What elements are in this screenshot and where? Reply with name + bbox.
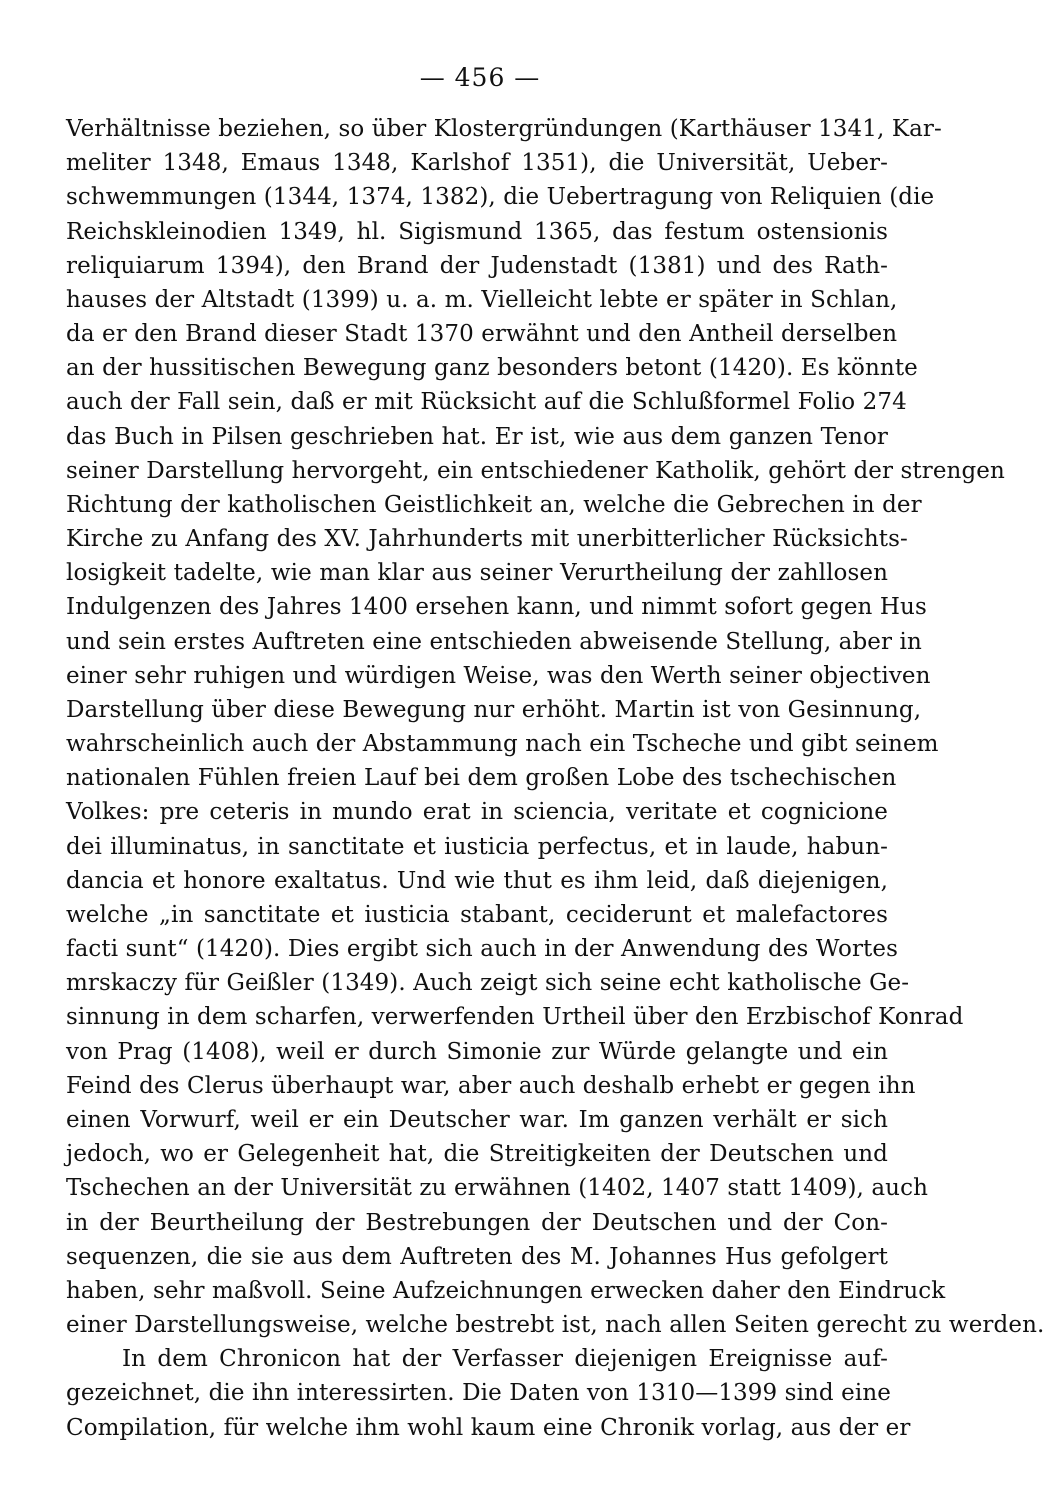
paragraph-start-line: In dem Chronicon hat der Verfasser diejenigen Ereignisse auf- (122, 1346, 888, 1373)
page-number: — 456 — (419, 63, 541, 92)
text-line: hauses der Altstadt (1399) u. a. m. Vielleicht lebte er später in Schlan, (66, 286, 898, 313)
text-line: Volkes: pre ceteris in mundo erat in sciencia, veritate et cognicione (66, 799, 888, 826)
text-line: losigkeit tadelte, wie man klar aus seiner Verurtheilung der zahllosen (66, 560, 888, 587)
text-line: jedoch, wo er Gelegenheit hat, die Streitigkeiten der Deutschen und (66, 1141, 888, 1168)
text-line: Compilation, für welche ihm wohl kaum eine Chronik vorlag, aus der er (66, 1414, 911, 1441)
text-line: sequenzen, die sie aus dem Auftreten des M. Johannes Hus gefolgert (66, 1243, 888, 1270)
text-line: einer sehr ruhigen und würdigen Weise, was den Werth seiner objectiven (66, 662, 931, 689)
text-line: schwemmungen (1344, 1374, 1382), die Uebertragung von Reliquien (die (66, 184, 935, 211)
text-line: einen Vorwurf, weil er ein Deutscher war. Im ganzen verhält er sich (66, 1106, 888, 1133)
text-line: mrskaczy für Geißler (1349). Auch zeigt sich seine echt katholische Ge- (66, 970, 910, 997)
text-line: Feind des Clerus überhaupt war, aber auch deshalb erhebt er gegen ihn (66, 1072, 916, 1099)
text-line: welche „in sanctitate et iusticia stabant, ceciderunt et malefactores (66, 901, 888, 928)
text-line: das Buch in Pilsen geschrieben hat. Er ist, wie aus dem ganzen Tenor (66, 423, 888, 450)
text-line: seiner Darstellung hervorgeht, ein entschiedener Katholik, gehört der strengen (66, 457, 1005, 484)
body-text (66, 112, 1044, 1445)
text-line: Darstellung über diese Bewegung nur erhöht. Martin ist von Gesinnung, (66, 696, 922, 723)
text-line: dancia et honore exaltatus. Und wie thut es ihm leid, daß diejenigen, (66, 867, 888, 894)
text-line: facti sunt“ (1420). Dies ergibt sich auch in der Anwendung des Wortes (66, 936, 899, 963)
text-line: Indulgenzen des Jahres 1400 ersehen kann, und nimmt sofort gegen Hus (66, 594, 927, 621)
text-line: dei illuminatus, in sanctitate et iusticia perfectus, et in laude, habun- (66, 833, 888, 860)
text-line: Reichskleinodien 1349, hl. Sigismund 1365, das festum ostensionis (66, 218, 888, 245)
text-line: reliquiarum 1394), den Brand der Judenstadt (1381) und des Rath- (66, 252, 888, 279)
text-line: meliter 1348, Emaus 1348, Karlshof 1351), die Universität, Ueber- (66, 150, 888, 177)
text-line: wahrscheinlich auch der Abstammung nach ein Tscheche und gibt seinem (66, 731, 939, 758)
text-line: da er den Brand dieser Stadt 1370 erwähnt und den Antheil derselben (66, 321, 898, 348)
text-line: Verhältnisse beziehen, so über Klostergründungen (Karthäuser 1341, Kar- (66, 116, 942, 142)
text-line: und sein erstes Auftreten eine entschieden abweisende Stellung, aber in (66, 628, 922, 655)
text-line: nationalen Fühlen freien Lauf bei dem großen Lobe des tschechischen (66, 765, 897, 792)
text-line: gezeichnet, die ihn interessirten. Die Daten von 1310—1399 sind eine (66, 1380, 891, 1407)
text-line: Kirche zu Anfang des XV. Jahrhunderts mit unerbitterlicher Rücksichts- (66, 526, 908, 553)
paragraph-end-line: einer Darstellungsweise, welche bestrebt ist, nach allen Seiten gerecht zu werden. (66, 1312, 1044, 1339)
text-line: sinnung in dem scharfen, verwerfenden Urtheil über den Erzbischof Konrad (66, 1004, 964, 1031)
text-line: auch der Fall sein, daß er mit Rücksicht auf die Schlußformel Folio 274 (66, 389, 907, 416)
text-line: von Prag (1408), weil er durch Simonie zur Würde gelangte und ein (66, 1038, 888, 1065)
text-line: in der Beurtheilung der Bestrebungen der Deutschen und der Con- (66, 1209, 888, 1236)
text-line: haben, sehr maßvoll. Seine Aufzeichnungen erwecken daher den Eindruck (66, 1277, 946, 1304)
text-line: an der hussitischen Bewegung ganz besonders betont (1420). Es könnte (66, 355, 918, 382)
text-line: Richtung der katholischen Geistlichkeit an, welche die Gebrechen in der (66, 491, 922, 518)
text-line: Tschechen an der Universität zu erwähnen (1402, 1407 statt 1409), auch (66, 1175, 928, 1202)
